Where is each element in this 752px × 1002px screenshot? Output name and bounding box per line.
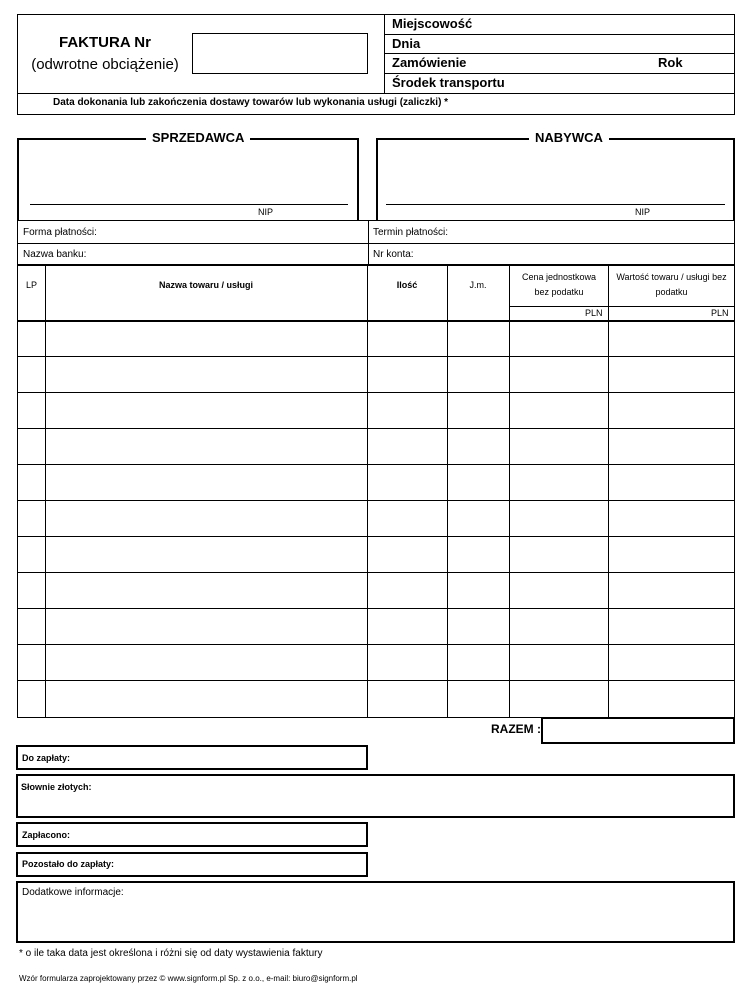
payment-form-label: Forma płatności: [23, 227, 97, 238]
footer-credit: Wzór formularza zaprojektowany przez © www.signform.pl Sp. z o.o., e-mail: biuro@signform.pl [19, 974, 358, 983]
in-words-label: Słownie złotych: [21, 782, 92, 792]
value-currency: PLN [711, 308, 729, 318]
transport-label: Środek transportu [392, 75, 505, 90]
table-row[interactable] [17, 537, 735, 573]
column-value: Wartość towaru / usługi bez podatku [616, 272, 727, 297]
year-label: Rok [658, 55, 683, 70]
invoice-subtitle: (odwrotne obciążenie) [31, 56, 179, 73]
in-words-box[interactable] [16, 774, 735, 818]
seller-title: SPRZEDAWCA [146, 130, 250, 145]
payment-due-label: Termin płatności: [373, 227, 449, 238]
column-unit-price: Cena jednostkowa bez podatku [521, 272, 597, 297]
bank-name-label: Nazwa banku: [23, 249, 87, 260]
column-unit: J.m. [469, 280, 487, 290]
additional-info-label: Dodatkowe informacje: [22, 887, 124, 898]
seller-nip-label: NIP [258, 207, 274, 217]
paid-label: Zapłacono: [22, 830, 71, 840]
total-label: RAZEM : [491, 722, 541, 736]
order-label: Zamówienie [392, 55, 467, 70]
column-qty: Ilość [396, 280, 418, 290]
remaining-label: Pozostało do zapłaty: [22, 859, 115, 869]
buyer-box[interactable] [376, 138, 735, 220]
table-row[interactable] [17, 573, 735, 609]
total-field[interactable] [541, 717, 735, 744]
additional-info-box[interactable] [16, 881, 735, 943]
table-row[interactable] [17, 681, 735, 717]
table-row[interactable] [17, 429, 735, 465]
table-row[interactable] [17, 465, 735, 501]
buyer-nip-label: NIP [635, 207, 651, 217]
date-label: Dnia [392, 36, 421, 51]
delivery-date-label: Data dokonania lub zakończenia dostawy towarów lub wykonania usługi (zaliczki) * [53, 97, 449, 108]
table-row[interactable] [17, 357, 735, 393]
column-name: Nazwa towaru / usługi [158, 280, 253, 290]
place-label: Miejscowość [392, 16, 473, 31]
table-row[interactable] [17, 645, 735, 681]
seller-box[interactable] [17, 138, 359, 220]
column-lp: LP [25, 280, 37, 290]
invoice-number-field[interactable] [192, 33, 368, 74]
account-number-label: Nr konta: [373, 249, 414, 260]
invoice-title: FAKTURA Nr [59, 34, 151, 51]
table-row[interactable] [17, 393, 735, 429]
unit-price-currency: PLN [585, 308, 603, 318]
buyer-title: NABYWCA [529, 130, 609, 145]
to-pay-label: Do zapłaty: [22, 753, 71, 763]
table-row[interactable] [17, 321, 735, 357]
table-row[interactable] [17, 501, 735, 537]
footnote: * o ile taka data jest określona i różni się od daty wystawienia faktury [19, 948, 323, 959]
table-row[interactable] [17, 609, 735, 645]
